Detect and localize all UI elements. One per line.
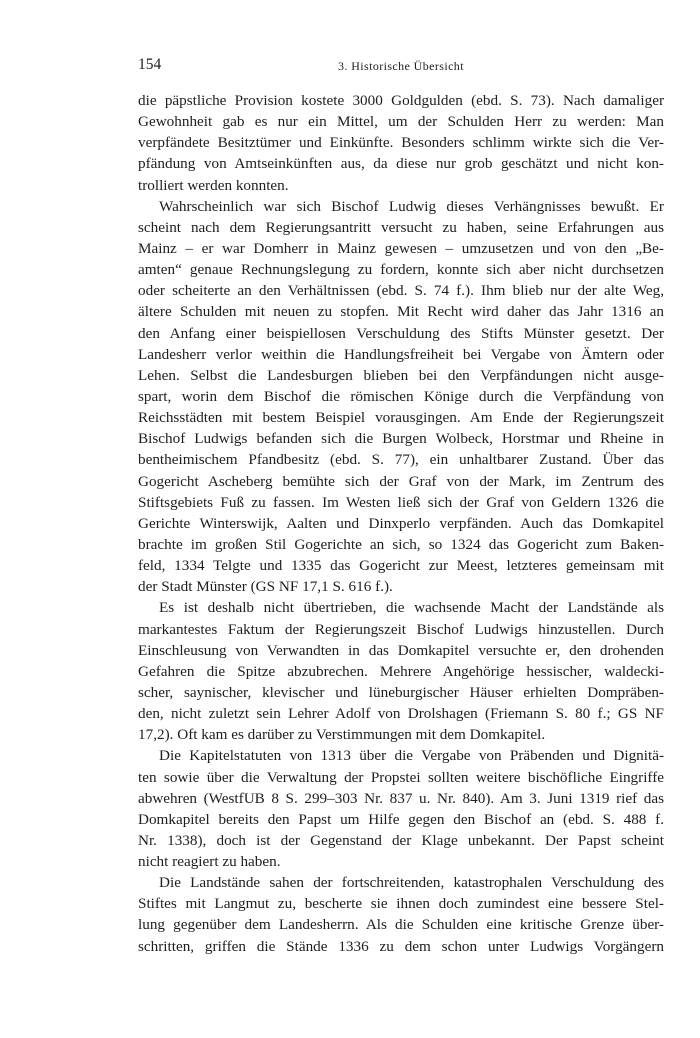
text-line: schritten, griffen die Stände 1336 zu dem schon unter Ludwigs Vorgängern (138, 937, 664, 955)
text-line: Nr. 1338), doch ist der Gegenstand der Klage unbekannt. Der Papst scheint (138, 831, 664, 849)
text-line: Stiftes mit Langmut zu, bescherte sie ihnen doch zumindest eine bessere Stel- (138, 895, 664, 913)
text-line: Mainz – er war Domherr in Mainz gewesen – umzusetzen und von den „Be- (138, 239, 664, 257)
text-line: verpfändete Besitztümer und Einkünfte. Besonders schlimm wirkte sich die Ver- (138, 134, 664, 152)
running-head: 3. Historische Übersicht (338, 59, 464, 73)
page-number: 154 (138, 56, 162, 73)
text-line: den, nicht zuletzt sein Lehrer Adolf von Drolshagen (Friemann S. 80 f.; GS NF (138, 705, 664, 723)
text-line: trolliert werden konnten. (138, 176, 289, 194)
text-line: ten sowie über die Verwaltung der Propstei sollten weitere bischöfliche Eingriffe (138, 768, 664, 786)
text-line: Einschleusung von Verwandten in das Domkapitel versuchte er, den drohenden (138, 641, 664, 659)
text-line: nicht reagiert zu haben. (138, 853, 281, 871)
text-line: Die Kapitelstatuten von 1313 über die Vergabe von Präbenden und Dignitä- (159, 747, 664, 765)
text-line: Gefahren die Spitze abzubrechen. Mehrere Angehörige hessischer, waldecki- (138, 662, 664, 680)
text-line: spart, worin dem Bischof die römischen Könige durch die Verpfändung von (138, 387, 664, 405)
page-header (138, 54, 664, 76)
text-line: Domkapitel bereits den Papst um Hilfe gegen den Bischof an (ebd. S. 488 f. (138, 810, 664, 828)
text-line: scher, saynischer, klevischer und lüneburgischer Häuser erhielten Dompräben- (138, 683, 664, 701)
text-line: feld, 1334 Telgte und 1335 das Gogericht zur Meest, letzteres gemeinsam mit (138, 557, 664, 575)
text-line: den Anfang einer beispiellosen Verschuldung des Stifts Münster gesetzt. Der (138, 324, 664, 342)
text-line: bentheimischem Pfandbesitz (ebd. S. 77), ein unhaltbarer Zustand. Über das (138, 451, 664, 469)
text-line: markantestes Faktum der Regierungszeit Bischof Ludwigs hinzustellen. Durch (138, 620, 664, 638)
text-line: Bischof Ludwigs befanden sich die Burgen Wolbeck, Horstmar und Rheine in (138, 430, 664, 448)
text-line: lung gegenüber dem Landesherrn. Als die Schulden eine kritische Grenze über- (138, 916, 664, 934)
text-line: die päpstliche Provision kostete 3000 Goldgulden (ebd. S. 73). Nach damaliger (138, 92, 664, 109)
text-line: 17,2). Oft kam es darüber zu Verstimmungen mit dem Domkapitel. (138, 726, 546, 744)
text-line: Reichsstädten mit bestem Beispiel vorausgingen. Am Ende der Regierungszeit (138, 409, 664, 427)
text-line: Die Landstände sahen der fortschreitenden, katastrophalen Verschuldung des (159, 874, 664, 892)
text-line: pfändung von Amtseinkünften aus, da diese nur grob geschätzt und nicht kon- (138, 155, 664, 173)
text-line: Lehen. Selbst die Landesburgen blieben bei den Verpfändungen nicht ausge- (138, 366, 664, 384)
text-line: der Stadt Münster (GS NF 17,1 S. 616 f.). (138, 578, 393, 596)
text-line: Landesherr verlor weithin die Handlungsfreiheit bei Vergabe von Ämtern oder (138, 345, 664, 363)
text-line: Stiftsgebiets Fuß zu fassen. Im Westen ließ sich der Graf von Geldern 1326 die (138, 493, 664, 511)
text-line: Wahrscheinlich war sich Bischof Ludwig dieses Verhängnisses bewußt. Er (159, 197, 664, 215)
text-line: Gewohnheit gab es nur ein Mittel, um der Schulden Herr zu werden: Man (138, 113, 664, 131)
body-text (138, 90, 664, 957)
text-line: oder scheiterte an den Verhältnissen (ebd. S. 74 f.). Ihm blieb nur der alte Weg, (138, 282, 664, 300)
text-line: Gerichte Winterswijk, Aalten und Dinxperlo verpfänden. Auch das Domkapitel (138, 514, 664, 532)
text-line: abwehren (WestfUB 8 S. 299–303 Nr. 837 u. Nr. 840). Am 3. Juni 1319 rief das (138, 789, 664, 807)
text-line: Es ist deshalb nicht übertrieben, die wachsende Macht der Landstände als (159, 599, 664, 617)
text-line: amten“ genaue Rechnungslegung zu fordern, konnte sich aber nicht durchsetzen (138, 261, 664, 279)
text-line: ältere Schulden mit neuen zu stopfen. Mit Recht wird daher das Jahr 1316 an (138, 303, 664, 321)
text-line: brachte im großen Stil Gogerichte an sich, so 1324 das Gogericht zum Baken- (138, 535, 664, 553)
text-line: Gogericht Ascheberg bemühte sich der Graf von der Mark, im Zentrum des (138, 472, 664, 490)
text-line: scheint nach dem Regierungsantritt versucht zu haben, seine Erfahrungen aus (138, 218, 664, 236)
